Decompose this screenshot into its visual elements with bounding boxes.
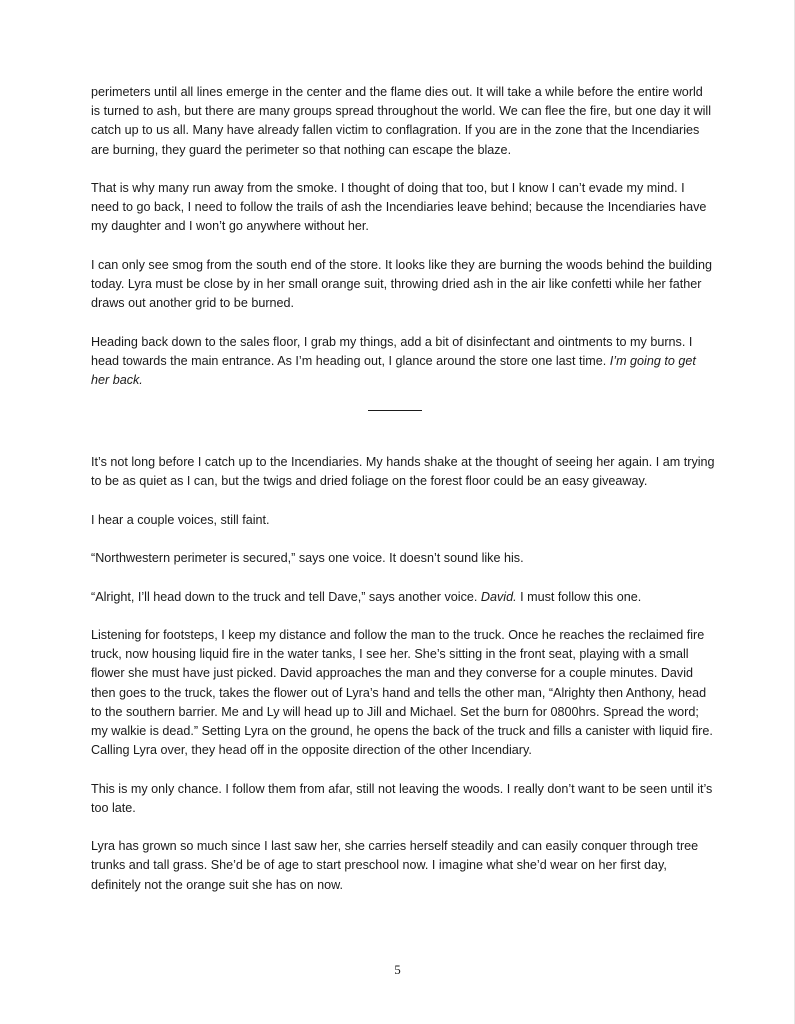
paragraph bbox=[91, 83, 715, 160]
paragraph-text: “Alright, I’ll head down to the truck and tell Dave,” says another voice. bbox=[91, 589, 481, 604]
page-number: 5 bbox=[394, 962, 401, 977]
paragraph bbox=[91, 453, 715, 491]
paragraph-text: I hear a couple voices, still faint. bbox=[91, 512, 270, 527]
paragraph-text: That is why many run away from the smoke. I thought of doing that too, but I know I can’t evade my mind. I need to go back, I need to follow the trails of ash the Incendiaries leave behind; because the Incendiaries have my daughter and I won’t go anywhere without her. bbox=[91, 181, 707, 234]
paragraph-text: I can only see smog from the south end of the store. It looks like they are burning the woods behind the building today. Lyra must be close by in her small orange suit, throwing dried ash in the air like confetti while her father draws out another grid to be burned. bbox=[91, 257, 712, 311]
italic-thought: I’m going to get her back. bbox=[91, 353, 696, 387]
paragraph bbox=[91, 179, 715, 237]
paragraph bbox=[91, 256, 715, 314]
paragraph-text: Lyra has grown so much since I last saw her, she carries herself steadily and can easily conquer through tree trunks and tall grass. She’d be of age to start preschool now. I imagine what she’d wear on her first day, definitely not the orange suit she has on now. bbox=[91, 839, 699, 892]
paragraph bbox=[91, 333, 715, 391]
paragraph-text: This is my only chance. I follow them from afar, still not leaving the woods. I really don’t want to be seen until it’s too late. bbox=[91, 781, 713, 815]
body-text bbox=[91, 83, 715, 914]
paragraph bbox=[91, 837, 715, 895]
paragraph bbox=[91, 626, 715, 760]
paragraph bbox=[91, 549, 715, 568]
paragraph bbox=[91, 588, 715, 607]
section-break-line bbox=[368, 410, 422, 411]
italic-name: David. bbox=[480, 589, 517, 604]
paragraph bbox=[91, 780, 715, 818]
paragraph-text: “Northwestern perimeter is secured,” says one voice. It doesn’t sound like his. bbox=[91, 551, 524, 566]
paragraph-text: perimeters until all lines emerge in the center and the flame dies out. It will take a while before the entire world is turned to ash, but there are many groups spread throughout the world. We can flee the fire, but one day it will catch up to us all. Many have already fallen victim to conflagration. If you are in the zone that the Incendiaries are burning, they guard the perimeter so that nothing can escape the blaze. bbox=[91, 85, 712, 157]
paragraph bbox=[91, 511, 715, 530]
paragraph-text: It’s not long before I catch up to the Incendiaries. My hands shake at the thought of seeing her again. I am trying to be as quiet as I can, but the twigs and dried foliage on the forest floor could be an easy giveaway. bbox=[91, 455, 715, 489]
paragraph-text: Listening for footsteps, I keep my distance and follow the man to the truck. Once he reaches the reclaimed fire truck, now housing liquid fire in the water tanks, I see her. She’s sitting in the front seat, playing with a small flower she must have just picked. David approaches the man and they converse for a couple minutes. David then goes to the truck, takes the flower out of Lyra’s hand and tells the other man, “Alrighty then Anthony, head to the southern barrier. Me and Ly will head up to Jill and Michael. Set the burn for 0800hrs. Spread the word; my walkie is dead.” Setting Lyra on the ground, he opens the back of the truck and fills a canister with liquid fire. Calling Lyra over, they head off in the opposite direction of the other Incendiary. bbox=[91, 627, 713, 758]
paragraph-text: I must follow this one. bbox=[516, 589, 642, 604]
paragraph-text: Heading back down to the sales floor, I grab my things, add a bit of disinfectant and ointments to my burns. I head towards the main entrance. As I’m heading out, I glance around the store one last time. bbox=[91, 334, 693, 368]
